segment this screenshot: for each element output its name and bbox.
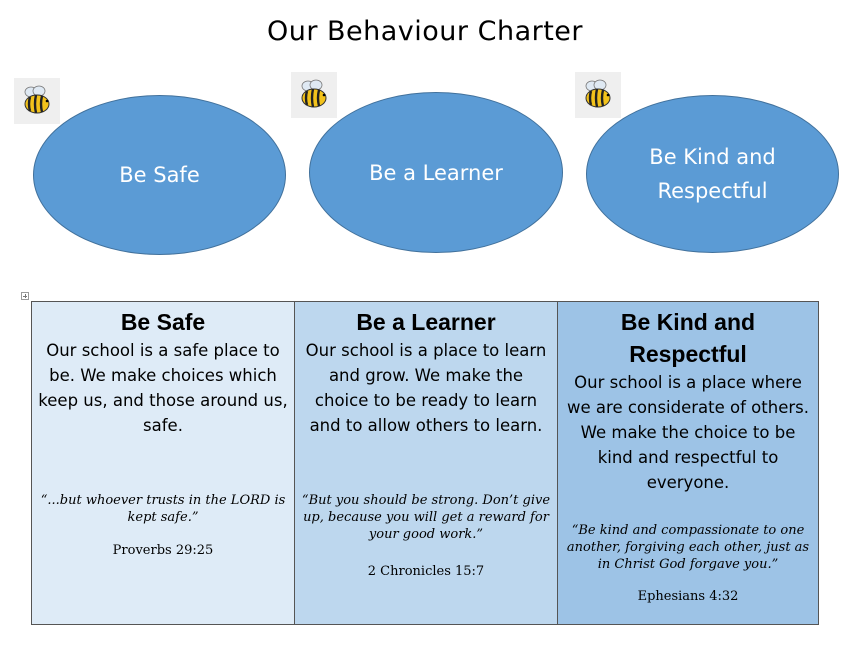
- scripture-quote: “...but whoever trusts in the LORD is kept safe.”: [40, 493, 286, 525]
- bee-icon: [575, 72, 621, 118]
- column-be-safe: [32, 302, 294, 624]
- column-heading: Be a Learner: [356, 309, 496, 335]
- bee-icon: [291, 72, 337, 118]
- oval-be-a-learner: [309, 92, 563, 253]
- bee-icon: [14, 78, 60, 124]
- charter-table: [31, 301, 819, 625]
- column-be-a-learner: [294, 302, 557, 624]
- scripture-reference: 2 Chronicles 15:7: [367, 564, 485, 579]
- oval-label: Be a Learner: [369, 160, 503, 185]
- scripture-reference: Proverbs 29:25: [112, 543, 214, 558]
- oval-label: Be Safe: [119, 163, 200, 187]
- move-handle-icon[interactable]: [21, 292, 29, 300]
- oval-be-safe: [33, 95, 286, 255]
- column-heading: Be Safe: [120, 309, 206, 335]
- column-body: Our school is a safe place to be. We make choices which keep us, and those around us, safe.: [38, 341, 288, 435]
- oval-label-line2: Respectful: [657, 179, 768, 203]
- scripture-quote: “Be kind and compassionate to one another, forgiving each other, just as in Christ God forgave you.”: [566, 523, 810, 572]
- oval-label: Be Kind and: [649, 145, 776, 169]
- scripture-reference: Ephesians 4:32: [637, 589, 739, 604]
- column-body: Our school is a place to learn and grow. We make the choice to be ready to learn and to allow others to learn.: [305, 341, 547, 435]
- column-heading: Be Kind and: [620, 309, 756, 335]
- column-heading-line2: Respectful: [629, 341, 747, 367]
- page-title: Our Behaviour Charter: [266, 16, 584, 47]
- column-body: Our school is a place where we are considerate of others. We make the choice to be kind and respectful to everyone.: [567, 373, 809, 492]
- column-be-kind: [557, 302, 818, 624]
- scripture-quote: “But you should be strong. Don’t give up, because you will get a reward for your good work.”: [301, 493, 551, 542]
- oval-be-kind: [586, 95, 839, 253]
